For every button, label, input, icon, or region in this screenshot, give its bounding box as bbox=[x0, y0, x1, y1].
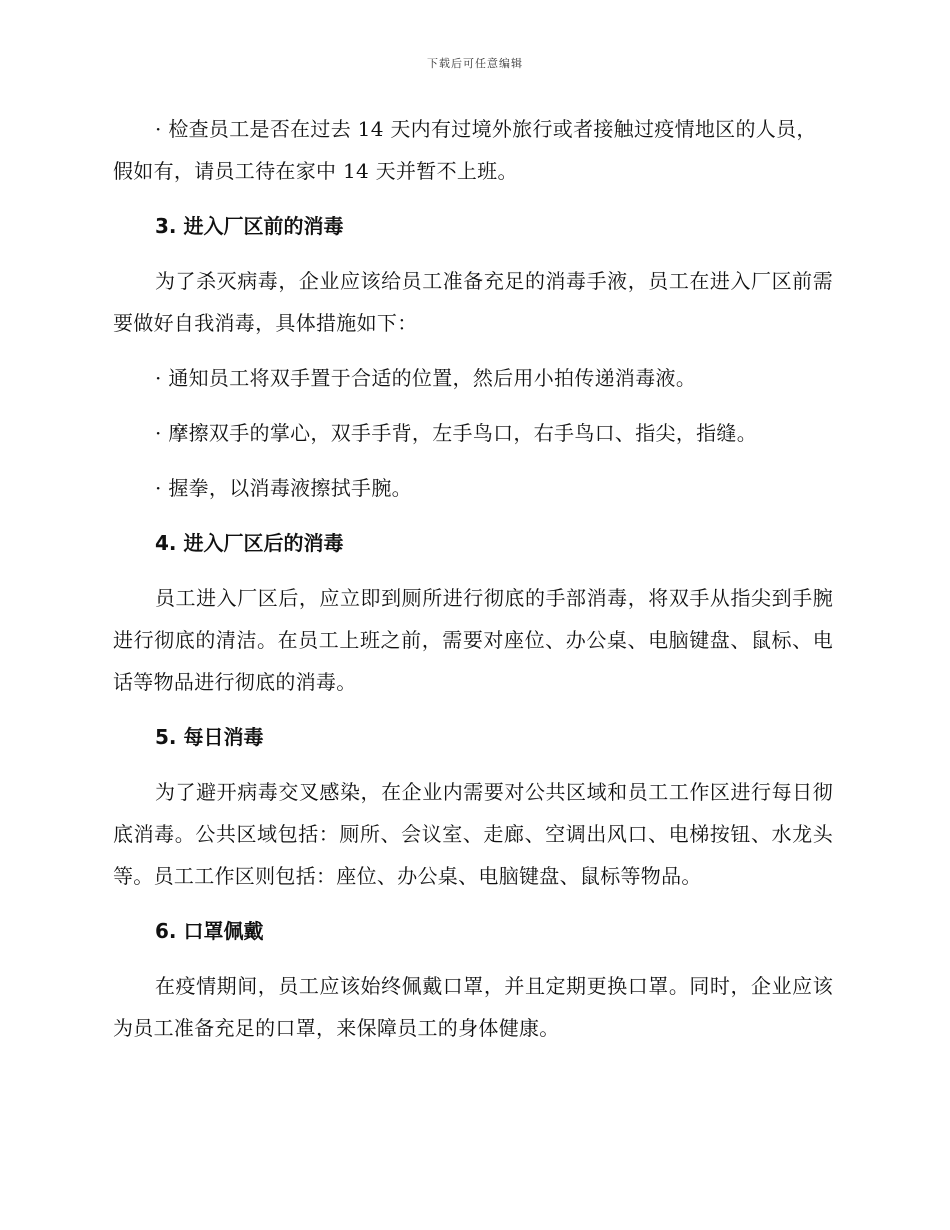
document-body bbox=[113, 108, 833, 1049]
section-heading-5: 5. 每日消毒 bbox=[155, 725, 264, 749]
bullet-notify-employees: · 通知员工将双手置于合适的位置，然后用小拍传递消毒液。 bbox=[155, 366, 697, 390]
section-paragraph-5: 为了避开病毒交叉感染，在企业内需要对公共区域和员工工作区进行每日彻底消毒。公共区域包括：厕所、会议室、走廊、空调出风口、电梯按钮、水龙头等。员工工作区则包括：座位、办公桌、电脑键盘、鼠标等物品。 bbox=[113, 780, 833, 888]
section-paragraph-4: 员工进入厂区后，应立即到厕所进行彻底的手部消毒，将双手从指尖到手腕进行彻底的清洁。在员工上班之前，需要对座位、办公桌、电脑键盘、鼠标、电话等物品进行彻底的消毒。 bbox=[113, 586, 833, 694]
section-heading-4: 4. 进入厂区后的消毒 bbox=[155, 531, 344, 555]
bullet-wipe-wrist: · 握拳，以消毒液擦拭手腕。 bbox=[155, 476, 412, 500]
page-header: 下载后可任意编辑 bbox=[427, 57, 523, 70]
section-paragraph-6: 在疫情期间，员工应该始终佩戴口罩，并且定期更换口罩。同时，企业应该为员工准备充足的口罩，来保障员工的身体健康。 bbox=[113, 974, 833, 1040]
bullet-check-travel: · 检查员工是否在过去 14 天内有过境外旅行或者接触过疫情地区的人员， 假如有，请员工待在家中 14 天并暂不上班。 bbox=[113, 117, 817, 183]
bullet-rub-hands: · 摩擦双手的掌心，双手手背，左手鸟口，右手鸟口、指尖，指缝。 bbox=[155, 421, 758, 445]
section-heading-6: 6. 口罩佩戴 bbox=[155, 919, 264, 943]
section-heading-3: 3. 进入厂区前的消毒 bbox=[155, 214, 344, 238]
section-paragraph-3: 为了杀灭病毒，企业应该给员工准备充足的消毒手液，员工在进入厂区前需要做好自我消毒，具体措施如下： bbox=[113, 269, 833, 335]
